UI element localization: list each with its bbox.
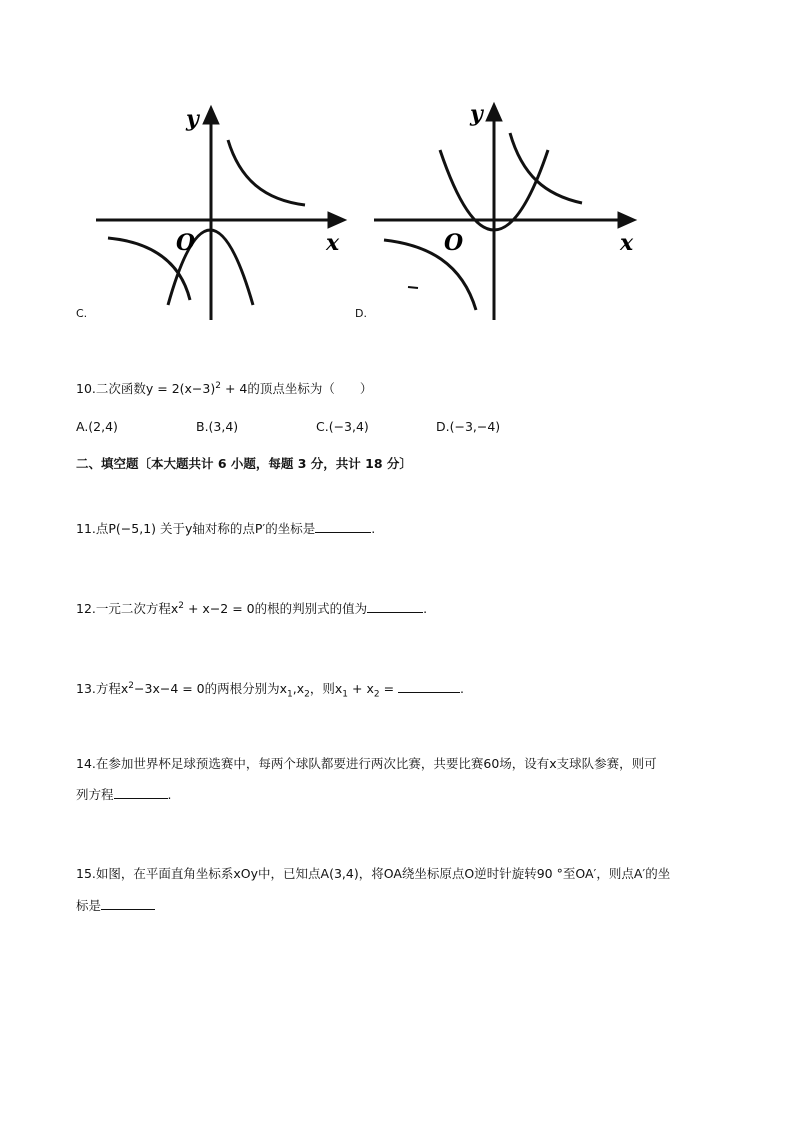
question-15-line-1: 15.如图，在平面直角坐标系xOy中，已知点A(3,4)，将OA绕坐标原点O逆时针旋转90 °至OA′，则点A′的坐 [76,866,671,881]
q10-sup: 2 [215,381,221,391]
q10-prefix: 10.二次函数 [76,381,146,397]
q13-rest: −3x−4 = 0的两根分别为x [134,681,288,697]
q12-blank[interactable] [367,600,423,613]
q12-rest: + x−2 = 0的根的判别式的值为 [184,601,368,617]
y-axis-arrow [203,106,219,124]
hyperbola-q1 [228,140,305,205]
q10-formula: y = 2(x−3) [145,381,216,397]
question-12 [76,597,427,618]
q15-prefix: 标是 [76,898,102,913]
q11-text: 11.点P(−5,1) 关于y轴对称的点P′的坐标是 [76,521,316,536]
q12-tail: . [423,601,428,617]
question-15-line-2 [76,897,155,915]
q13-blank[interactable] [398,680,460,693]
q13-mid4: = [379,681,399,697]
graph-d [370,95,645,325]
graph-c-label: C. [76,307,88,320]
q13-tail: . [460,681,464,697]
graph-d-label: D. [355,307,367,320]
x-axis-arrow [618,212,636,228]
q15-blank[interactable] [101,897,155,910]
q11-tail: . [371,521,376,536]
q14-tail: . [167,787,172,802]
q13-mid2: ，则x [309,681,343,697]
q13-prefix: 13.方程x [76,681,129,697]
y-axis-label: y [186,106,199,132]
q10-suffix: 的顶点坐标为（ ） [247,381,373,397]
origin-label: O [176,230,196,256]
q13-mid3: + x [348,681,374,697]
option-a[interactable]: A.(2,4) [76,419,118,434]
q14-prefix: 列方程 [76,787,114,802]
x-axis-label: x [620,230,634,256]
question-13 [76,677,464,704]
q13-sub2: 2 [304,689,310,700]
origin-label: O [444,230,464,256]
hyperbola-q1 [510,133,582,203]
option-d[interactable]: D.(−3,−4) [436,419,501,434]
q12-sup: 2 [178,601,185,611]
q13-mid: ,x [292,681,305,697]
q13-sub4: 2 [373,689,380,700]
option-b[interactable]: B.(3,4) [196,419,239,434]
x-axis-arrow [328,212,346,228]
graph-c [90,100,355,325]
q13-sup: 2 [128,681,135,691]
q10-formula-tail: + 4 [220,381,248,397]
stray-mark [408,287,418,288]
q13-sub3: 1 [342,689,349,700]
q13-sub1: 1 [287,689,293,700]
q12-prefix: 12.一元二次方程x [76,601,179,617]
y-axis-arrow [486,103,502,121]
x-axis-label: x [326,230,340,256]
option-c[interactable]: C.(−3,4) [316,419,369,434]
question-11 [76,520,375,538]
question-14-line-1: 14.在参加世界杯足球预选赛中，每两个球队都要进行两次比赛，共要比赛60场，设有x支球队参赛，则可 [76,756,657,771]
q14-blank[interactable] [114,786,168,799]
section-heading: 二、填空题〔本大题共计 6 小题，每题 3 分，共计 18 分〕 [76,456,412,471]
question-14-line-2 [76,786,172,804]
q11-blank[interactable] [315,520,371,533]
y-axis-label: y [470,101,483,127]
question-10 [76,377,372,398]
